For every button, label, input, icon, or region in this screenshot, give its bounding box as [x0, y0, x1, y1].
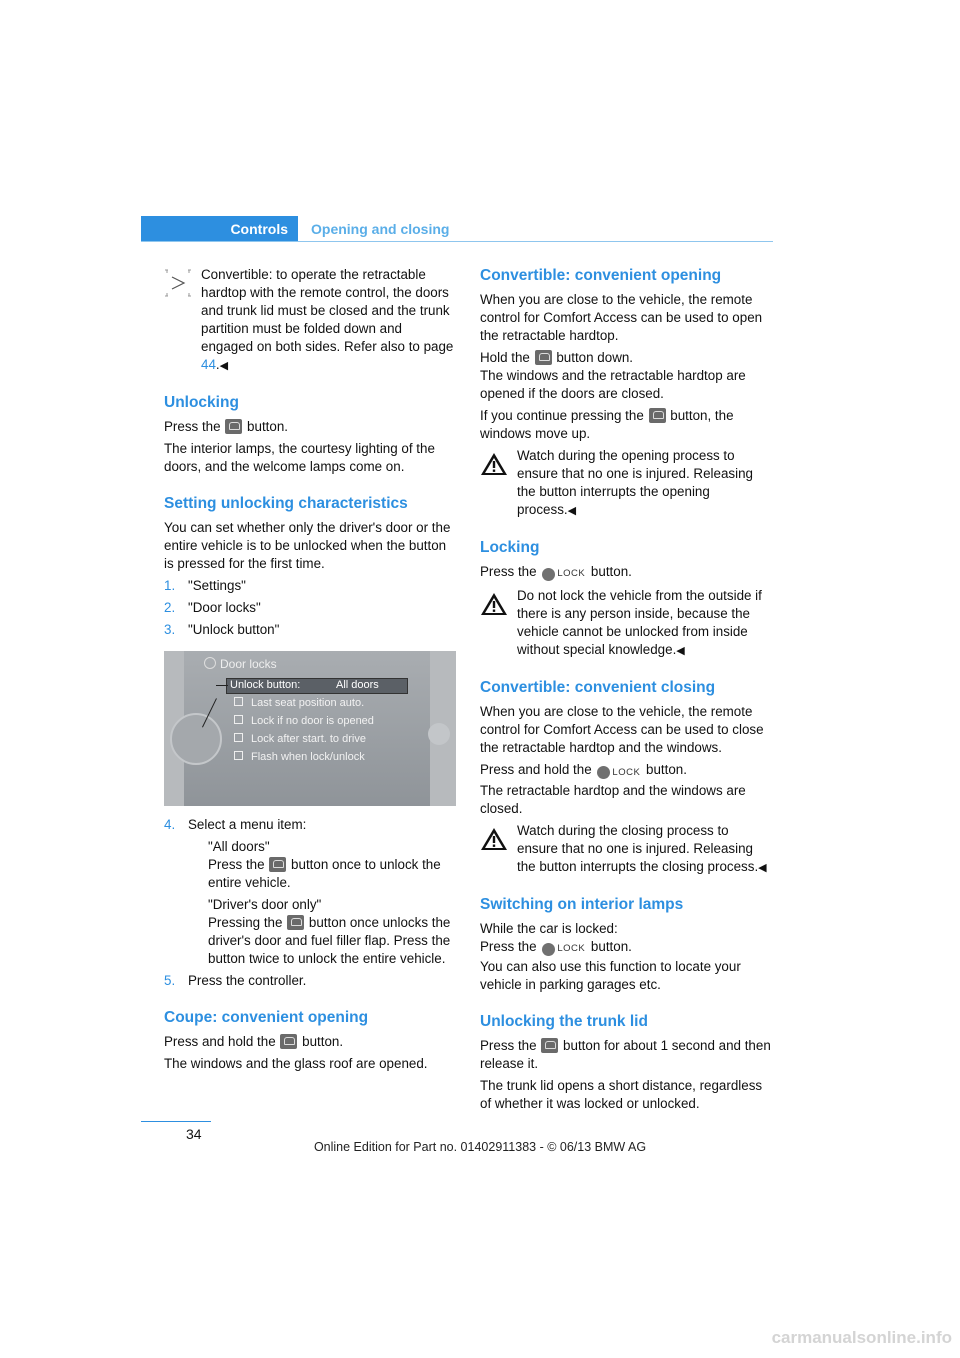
unlocking-p1: Press the button.: [164, 419, 288, 434]
option-all-doors: "All doors" Press the button once to unlock the entire vehicle.: [208, 839, 441, 890]
screen-option: Flash when lock/unlock: [234, 750, 365, 764]
coupe-p2: The windows and the glass roof are opened.: [164, 1056, 428, 1071]
warning-opening: Watch during the opening process to ensure that no one is injured. Releasing the button interrupts the opening process.◀: [480, 447, 772, 520]
warning-triangle-icon: [480, 590, 508, 618]
setting-steps-cont: [164, 816, 456, 834]
conv-close-p3: The retractable hardtop and the windows are closed.: [480, 782, 746, 816]
left-column: [164, 266, 456, 1077]
note-text: Convertible: to operate the retractable hardtop with the remote control, the doors and trunk lid must be closed and the trunk partition must be folded down and engaged on both sides. Refer also to page: [201, 267, 454, 354]
unlock-button-icon: [287, 915, 304, 930]
interior-p1: While the car is locked:: [480, 920, 618, 936]
end-mark: ◀: [219, 360, 229, 372]
heading-locking: Locking: [480, 539, 540, 556]
heading-trunk-lid: Unlocking the trunk lid: [480, 1013, 648, 1031]
header-rule: [141, 241, 773, 242]
list-item: 4. Select a menu item:: [164, 817, 307, 832]
conv-close-p2: Press and hold the LOCK button.: [480, 761, 772, 781]
screen-option: Last seat position auto.: [234, 696, 364, 710]
conv-close-p1: When you are close to the vehicle, the remote control for Comfort Access can be used to close the retractable hardtop and the windows.: [480, 704, 764, 756]
settings-icon: [204, 657, 216, 669]
heading-setting-unlocking: Setting unlocking characteristics: [164, 495, 408, 512]
list-item: 2. "Door locks": [164, 600, 261, 615]
lock-button-icon: LOCK: [597, 763, 640, 781]
unlock-button-icon: [225, 419, 242, 434]
footer-rule: [141, 1121, 211, 1122]
convertible-note: Convertible: to operate the retractable hardtop with the remote control, the doors and trunk lid must be closed and the trunk partition must be folded down and engaged on both sides. Refer also to page 44.◀: [164, 266, 456, 375]
setting-steps: [164, 577, 456, 639]
chapter-tab: Controls: [141, 216, 298, 242]
trunk-p2: The trunk lid opens a short distance, regardless of whether it was locked or unlocked.: [480, 1078, 763, 1112]
page-number: 34: [186, 1126, 202, 1142]
locking-p1: Press the LOCK button.: [480, 563, 772, 583]
list-item: 5. Press the controller.: [164, 973, 307, 988]
note-arrow-icon: [164, 269, 192, 297]
right-column: [480, 266, 772, 1117]
interior-p2: Press the LOCK button.: [480, 938, 772, 958]
unlock-button-icon: [269, 857, 286, 872]
heading-unlocking: Unlocking: [164, 394, 239, 411]
conv-open-p4: If you continue pressing the button, the windows move up.: [480, 408, 734, 441]
lock-button-icon: LOCK: [542, 940, 585, 958]
page-ref-link[interactable]: 44: [201, 357, 216, 372]
conv-open-p2: Hold the button down.: [480, 350, 634, 365]
coupe-p1: Press and hold the button.: [164, 1034, 344, 1049]
warning-triangle-icon: [480, 450, 508, 478]
unlock-button-icon: [649, 408, 666, 423]
setting-intro: You can set whether only the driver's door or the entire vehicle is to be unlocked when the button is pressed for the first time.: [164, 520, 451, 571]
unlock-button-icon: [535, 350, 552, 365]
edition-footer: Online Edition for Part no. 01402911383 - © 06/13 BMW AG: [313, 1140, 647, 1154]
interior-p3: You can also use this function to locate your vehicle in parking garages etc.: [480, 959, 741, 993]
unlock-button-icon: [280, 1034, 297, 1049]
heading-interior-lamps: Switching on interior lamps: [480, 895, 684, 913]
section-title: Opening and closing: [311, 221, 450, 237]
selected-row-label: Unlock button:: [230, 679, 301, 691]
controller-knob-graphic: [170, 713, 222, 765]
screen-title: Door locks: [220, 657, 277, 671]
screen-option: Lock if no door is opened: [234, 714, 374, 728]
option-drivers-door: "Driver's door only" Pressing the button once unlocks the driver's door and fuel filler flap. Press the button twice to unlock the entire vehicle.: [208, 897, 451, 966]
door-locks-screen-image: [164, 651, 456, 806]
list-item: 3. "Unlock button": [164, 622, 280, 637]
screen-option: Lock after start. to drive: [234, 732, 366, 746]
heading-convertible-closing: Convertible: convenient closing: [480, 679, 716, 697]
heading-convertible-opening: Convertible: convenient opening: [480, 267, 722, 284]
list-item: 1. "Settings": [164, 578, 246, 593]
trunk-button-icon: [541, 1038, 558, 1053]
conv-open-p1: When you are close to the vehicle, the remote control for Comfort Access can be used to open the retractable hardtop.: [480, 292, 763, 343]
warning-closing: Watch during the closing process to ensure that no one is injured. Releasing the button interrupts the closing process.◀: [480, 822, 772, 877]
warning-locking: Do not lock the vehicle from the outside if there is any person inside, because the vehicle cannot be unlocked from inside without special knowledge.◀: [480, 587, 772, 660]
heading-coupe-opening: Coupe: convenient opening: [164, 1009, 369, 1026]
lock-button-icon: LOCK: [542, 565, 585, 583]
warning-triangle-icon: [480, 825, 508, 853]
conv-open-p3: The windows and the retractable hardtop are opened if the doors are closed.: [480, 368, 746, 401]
watermark: carmanualsonline.info: [771, 1328, 952, 1347]
selected-row-value: All doors: [336, 679, 379, 691]
unlocking-p2: The interior lamps, the courtesy lighting of the doors, and the welcome lamps come on.: [164, 441, 435, 474]
trunk-p1: Press the button for about 1 second and then release it.: [480, 1038, 771, 1072]
